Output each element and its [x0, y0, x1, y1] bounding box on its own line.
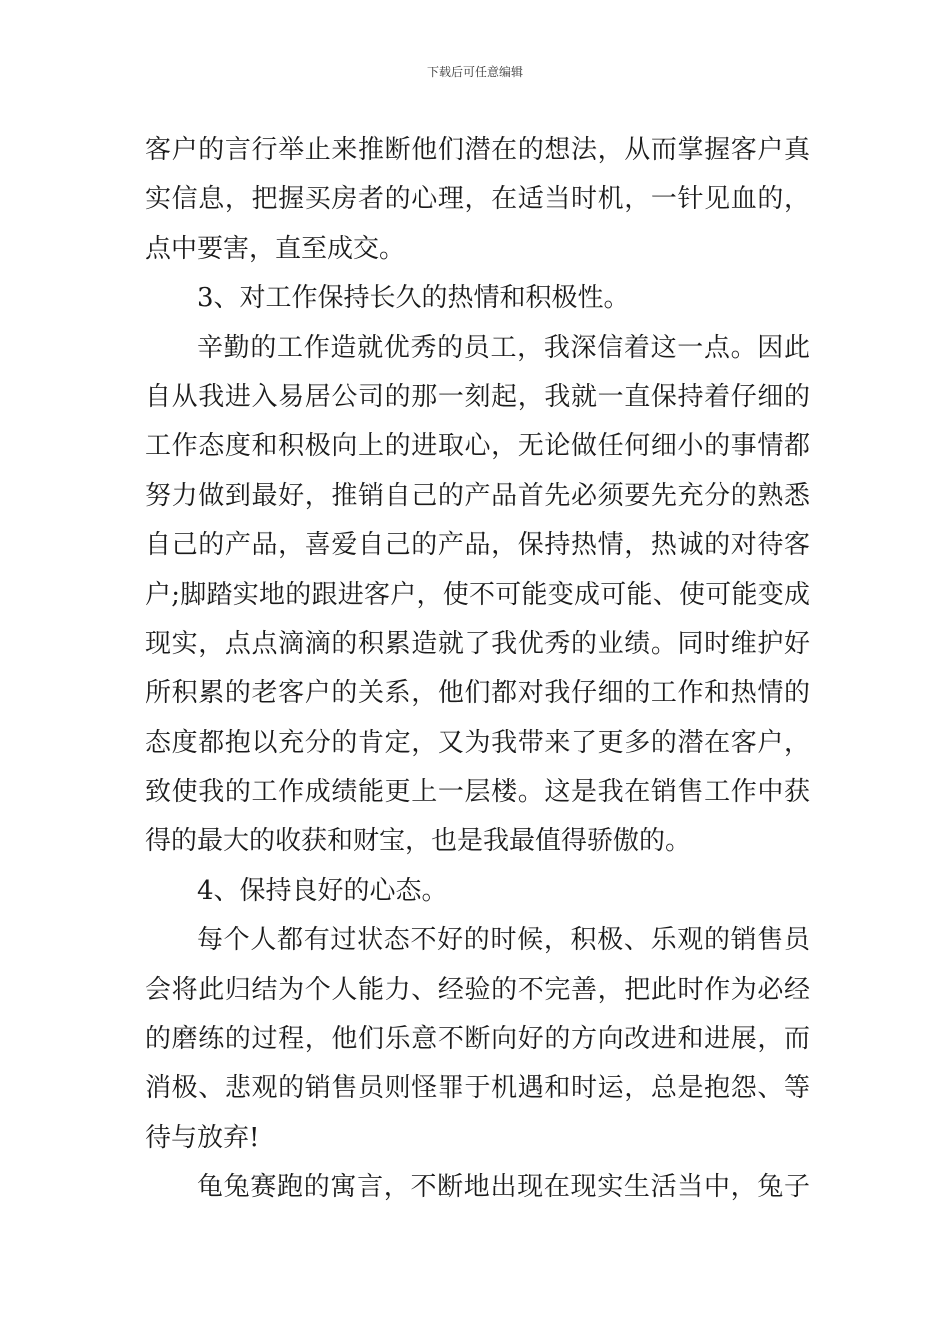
text-line: 的磨练的过程，他们乐意不断向好的方向改进和进展，而 — [145, 1024, 810, 1055]
paragraph-customer-insight — [145, 126, 810, 274]
section-heading-4 — [145, 867, 810, 916]
text-line: 每个人都有过状态不好的时候，积极、乐观的销售员 — [197, 925, 810, 956]
text-line: 自己的产品，喜爱自己的产品，保持热情，热诚的对待客 — [145, 530, 810, 561]
text-line: 工作态度和积极向上的进取心，无论做任何细小的事情都 — [145, 431, 810, 462]
text-line: 致使我的工作成绩能更上一层楼。这是我在销售工作中获 — [145, 777, 810, 808]
text-line: 3、对工作保持长久的热情和积极性。 — [197, 283, 630, 314]
text-line: 会将此归结为个人能力、经验的不完善，把此时作为必经 — [145, 974, 810, 1005]
text-line: 现实，点点滴滴的积累造就了我优秀的业绩。同时维护好 — [145, 628, 810, 659]
text-line: 待与放弃! — [145, 1122, 260, 1153]
text-line: 自从我进入易居公司的那一刻起，我就一直保持着仔细的 — [145, 381, 810, 412]
section-heading-3 — [145, 274, 810, 323]
text-line: 努力做到最好，推销自己的产品首先必须要先充分的熟悉 — [145, 480, 810, 511]
text-line: 户;脚踏实地的跟进客户，使不可能变成可能、使可能变成 — [145, 579, 810, 610]
text-line: 点中要害，直至成交。 — [145, 233, 406, 264]
text-line: 所积累的老客户的关系，他们都对我仔细的工作和热情的 — [145, 678, 810, 709]
text-line: 龟兔赛跑的寓言，不断地出现在现实生活当中，兔子 — [197, 1172, 810, 1203]
text-line: 得的最大的收获和财宝，也是我最值得骄傲的。 — [145, 826, 692, 857]
text-line: 态度都抱以充分的肯定，又为我带来了更多的潜在客户， — [145, 727, 810, 758]
paragraph-mindset — [145, 916, 810, 1163]
document-body — [145, 126, 810, 1213]
page-header: 下载后可任意编辑 — [426, 65, 523, 79]
text-line: 4、保持良好的心态。 — [197, 875, 448, 906]
paragraph-fable — [145, 1163, 810, 1212]
text-line: 消极、悲观的销售员则怪罪于机遇和时运，总是抱怨、等 — [145, 1073, 810, 1104]
paragraph-hard-work — [145, 324, 810, 867]
text-line: 客户的言行举止来推断他们潜在的想法，从而掌握客户真 — [145, 135, 810, 165]
text-line: 辛勤的工作造就优秀的员工，我深信着这一点。因此 — [197, 332, 810, 363]
text-line: 实信息，把握买房者的心理，在适当时机，一针见血的， — [145, 184, 810, 215]
